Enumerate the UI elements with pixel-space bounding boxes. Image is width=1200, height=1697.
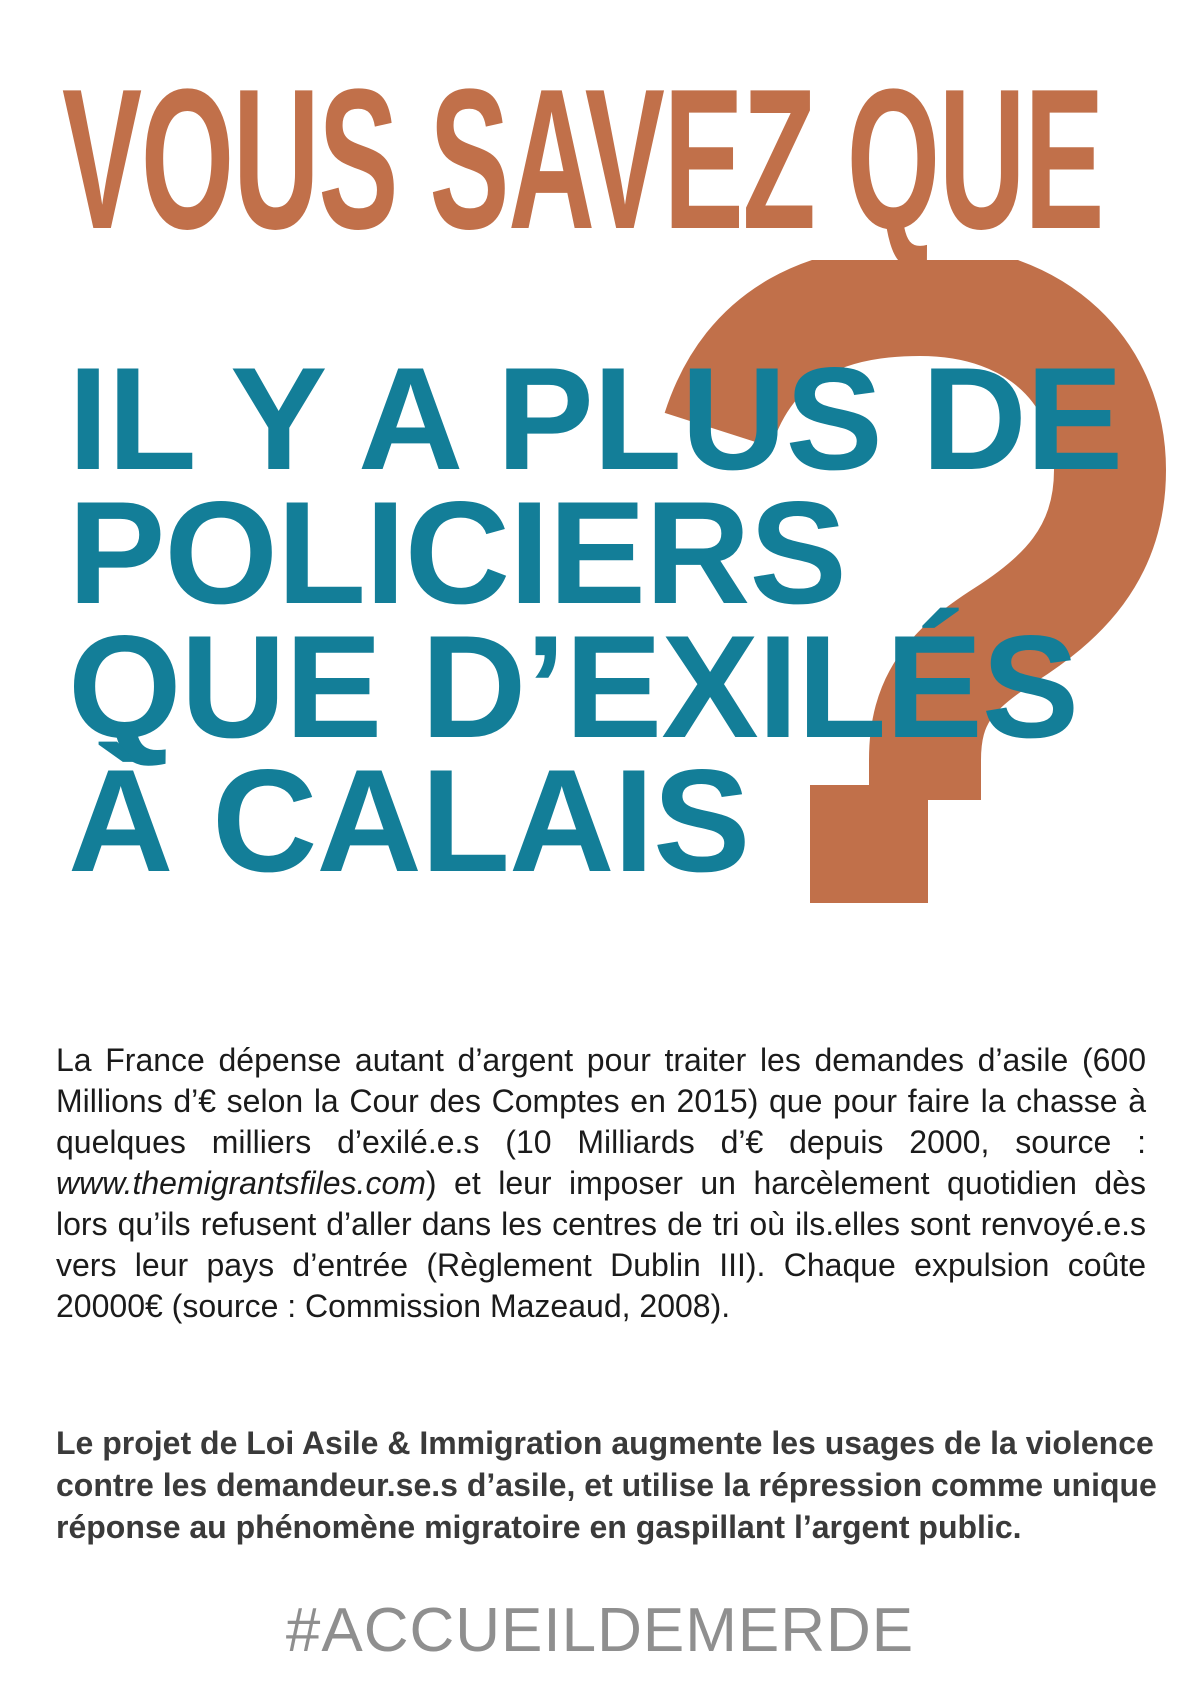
source-link[interactable]: www.themigrantsfiles.com bbox=[56, 1165, 426, 1201]
headline-line-3: QUE D’EXILÉS bbox=[68, 605, 1079, 768]
headline-line-1: IL Y A PLUS DE bbox=[68, 337, 1123, 500]
body-text-part-1: La France dépense autant d’argent pour traiter les demandes d’asile (600 Millions d’€ selon la Cour des Comptes en 2015) que pour faire la chasse à quelques milliers d’exilé.e.s (10 Milliards d’€ depuis 2000, source : bbox=[56, 1042, 1146, 1160]
headline-top: VOUS SAVEZ QUE bbox=[62, 48, 1104, 271]
bold-paragraph: Le projet de Loi Asile & Immigration augmente les usages de la violence contre les demandeur.se.s d’asile, et utilise la répression comme unique réponse au phénomène migratoire en gaspillant l’argent public. bbox=[56, 1425, 1157, 1545]
headline-line-4: À CALAIS bbox=[68, 739, 750, 902]
body-paragraph bbox=[56, 1040, 1146, 1327]
headline-line-2: POLICIERS bbox=[68, 471, 846, 634]
body-text-part-2: ) et leur imposer un harcèlement quotidien dès lors qu’ils refusent d’aller dans les centres de tri où ils.elles sont renvoyé.e.s vers leur pays d’entrée (Règlement Dublin III). Chaque expulsion coûte 20000€ (source : Commission Mazeaud, 2008). bbox=[56, 1165, 1146, 1324]
headline-main bbox=[68, 337, 1168, 902]
hashtag: #ACCUEILDEMERDE bbox=[285, 1596, 915, 1665]
